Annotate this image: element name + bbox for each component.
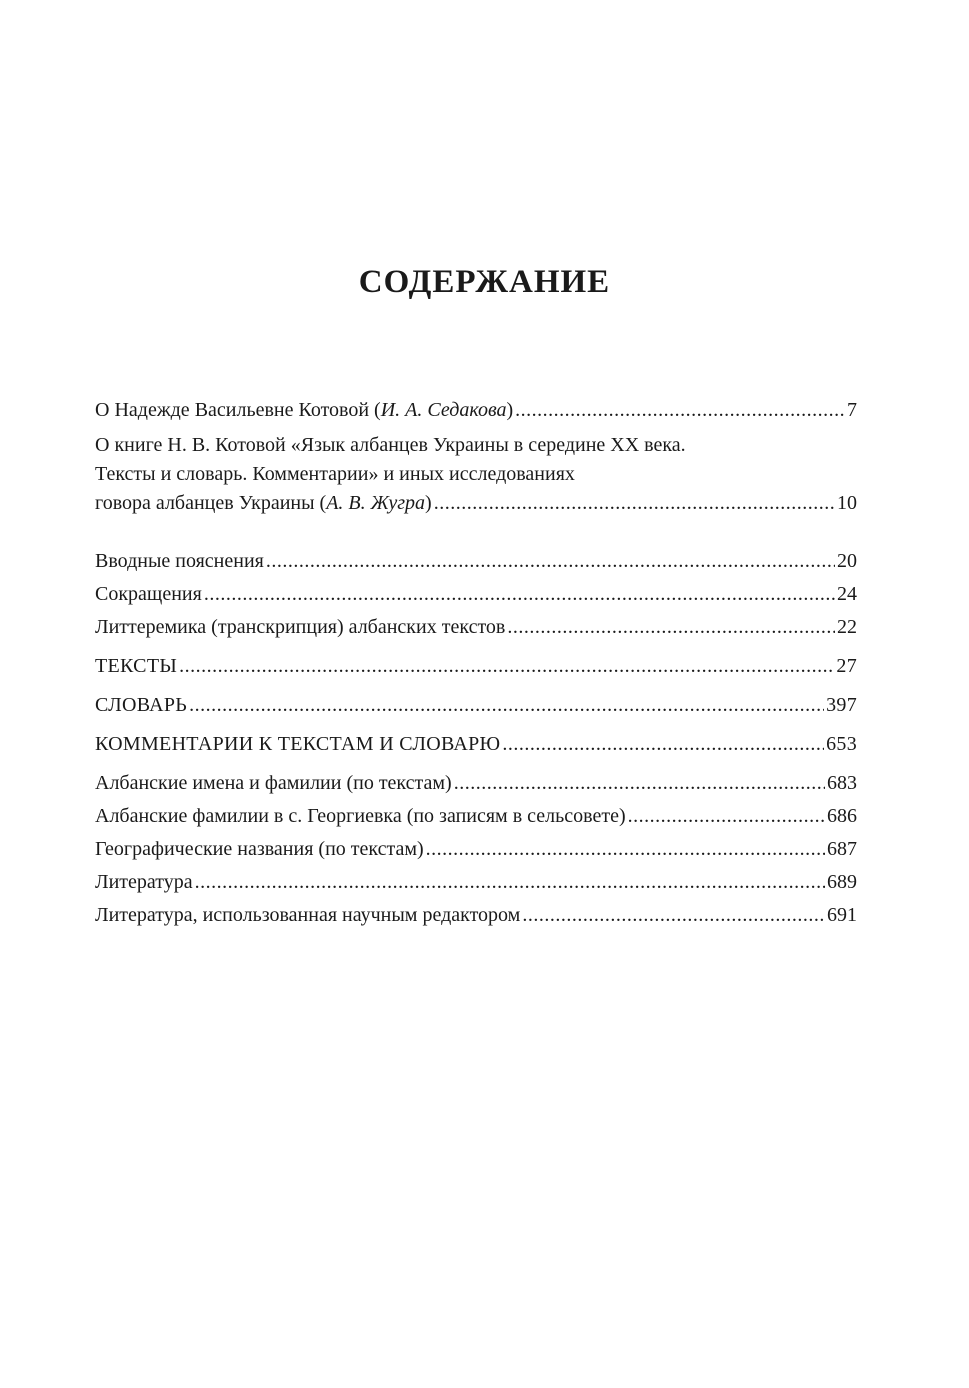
dot-leader <box>502 728 824 761</box>
toc-entry-abbreviations[interactable] <box>95 578 857 611</box>
toc-entry-commentary[interactable] <box>95 728 857 761</box>
dot-leader <box>522 899 825 932</box>
toc-entry-title: ТЕКСТЫ <box>95 655 178 677</box>
toc-entry-albanian-names[interactable] <box>95 767 857 800</box>
page-title: СОДЕРЖАНИЕ <box>358 264 611 300</box>
toc-entry-dictionary[interactable] <box>95 689 857 722</box>
toc-entry-title: КОММЕНТАРИИ К ТЕКСТАМ И СЛОВАРЮ <box>95 733 501 755</box>
dot-leader <box>204 578 835 611</box>
toc-entry-page: 7 <box>847 399 857 421</box>
dot-leader <box>454 767 825 800</box>
toc-entry-page: 653 <box>826 733 857 755</box>
toc-entry-title: Литература, использованная научным редактором <box>95 904 521 926</box>
toc-entry-title: СЛОВАРЬ <box>95 694 188 716</box>
toc-entry-title: Албанские фамилии в с. Георгиевка (по записям в сельсовете) <box>95 805 626 827</box>
dot-leader <box>628 800 825 833</box>
toc-entry-geographic-names[interactable] <box>95 833 857 866</box>
dot-leader <box>179 650 834 683</box>
toc-entry-title: О Надежде Васильевне Котовой (И. А. Седакова) <box>95 399 514 421</box>
toc-entry-editor-literature[interactable] <box>95 899 857 932</box>
toc-entry-page: 683 <box>827 772 857 794</box>
toc-entry-page: 20 <box>837 550 857 572</box>
dot-leader <box>195 866 825 899</box>
toc-entry-georgievka-surnames[interactable] <box>95 800 857 833</box>
toc-entry-title: Сокращения <box>95 583 202 605</box>
toc-entry-page: 10 <box>837 492 857 514</box>
toc-entry-author: А. В. Жугра <box>326 492 426 514</box>
toc-entry-kotova-bio[interactable] <box>95 394 857 427</box>
dot-leader <box>434 489 835 518</box>
toc-entry-transcription[interactable] <box>95 611 857 644</box>
toc-entry-kotova-book[interactable] <box>95 431 857 518</box>
toc-entry-page: 24 <box>837 583 857 605</box>
toc-entry-author: И. А. Седакова <box>380 399 507 421</box>
dot-leader <box>515 394 845 427</box>
toc-entry-page: 397 <box>826 694 857 716</box>
toc-entry-page: 686 <box>827 805 857 827</box>
dot-leader <box>507 611 835 644</box>
toc-entry-page: 27 <box>836 655 857 677</box>
toc-entry-title: Вводные пояснения <box>95 550 264 572</box>
toc-entry-literature[interactable] <box>95 866 857 899</box>
toc-entry-introduction[interactable] <box>95 545 857 578</box>
table-of-contents <box>95 394 857 932</box>
toc-entry-page: 689 <box>827 871 857 893</box>
toc-entry-title: Литтеремика (транскрипция) албанских текстов <box>95 616 506 638</box>
toc-entry-title-line: говора албанцев Украины (А. В. Жугра) <box>95 492 432 514</box>
toc-entry-page: 22 <box>837 616 857 638</box>
toc-entry-title: Географические названия (по текстам) <box>95 838 424 860</box>
toc-entry-title: Албанские имена и фамилии (по текстам) <box>95 772 452 794</box>
dot-leader <box>426 833 825 866</box>
dot-leader <box>266 545 835 578</box>
toc-entry-texts[interactable] <box>95 650 857 683</box>
toc-entry-page: 687 <box>827 838 857 860</box>
toc-entry-page: 691 <box>827 904 857 926</box>
toc-entry-title-line: Тексты и словарь. Комментарии» и иных исследованиях <box>95 463 575 485</box>
dot-leader <box>189 689 824 722</box>
toc-entry-title-line: О книге Н. В. Котовой «Язык албанцев Украины в середине XX века. <box>95 434 686 456</box>
toc-entry-title: Литература <box>95 871 193 893</box>
